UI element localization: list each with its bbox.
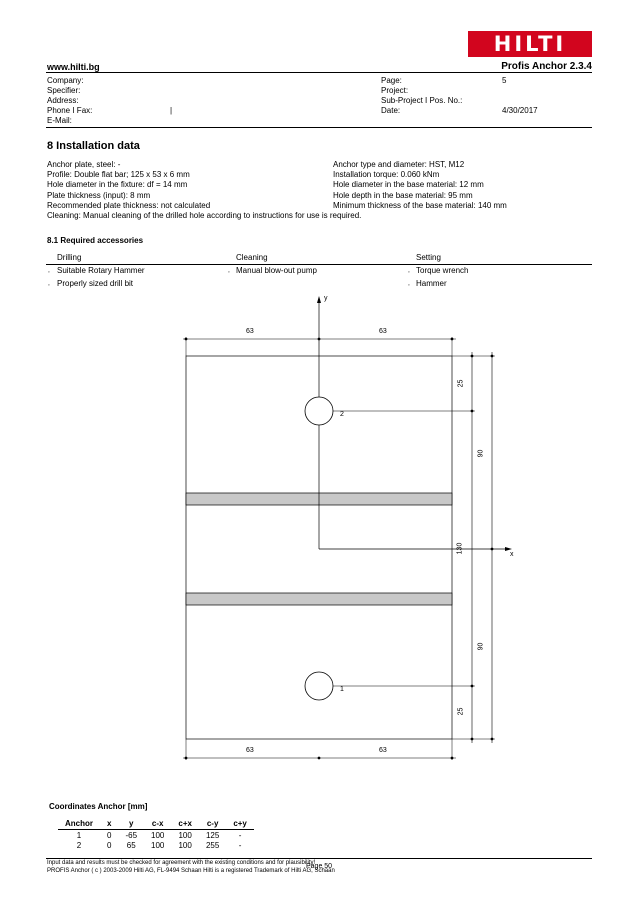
date-value: 4/30/2017 <box>502 106 538 115</box>
install-right-4: Hole depth in the base material: 95 mm <box>333 191 473 200</box>
bullet-icon: ¸ <box>408 267 410 273</box>
header-cleaning: Cleaning <box>236 253 268 262</box>
install-right-5: Minimum thickness of the base material: 140 mm <box>333 201 507 210</box>
cell: 2 <box>76 840 82 850</box>
bullet-icon: ¸ <box>48 267 50 273</box>
anchor-2-label: 2 <box>340 411 344 418</box>
y-axis-label: y <box>324 295 328 302</box>
dim-bottom-left: 63 <box>246 747 254 754</box>
cell: 100 <box>151 840 165 850</box>
logo-text: HILTI <box>493 32 567 56</box>
specifier-label: Specifier: <box>47 86 81 95</box>
header-product: Profis Anchor 2.3.4 <box>501 61 592 72</box>
drilling-item-2: Properly sized drill bit <box>57 279 134 288</box>
cell: 100 <box>178 840 192 850</box>
dim-90-top: 90 <box>477 449 485 458</box>
accessories-title: 8.1 Required accessories <box>47 236 144 245</box>
footer-rule <box>46 858 592 859</box>
bullet-icon: ¸ <box>48 280 50 286</box>
cell: 0 <box>107 830 112 840</box>
install-left-3: Hole diameter in the fixture: df = 14 mm <box>47 180 188 189</box>
profile-bar-bottom <box>186 593 452 605</box>
dim-90-bottom: 90 <box>477 642 485 651</box>
table-header-row <box>58 818 254 830</box>
x-axis-label: x <box>510 551 514 558</box>
col-y: y <box>118 818 144 830</box>
setting-item-2: Hammer <box>416 279 447 288</box>
email-label: E-Mail: <box>47 116 72 125</box>
col-c-minus-y: c-y <box>199 818 226 830</box>
install-right-3: Hole diameter in the base material: 12 mm <box>333 180 484 189</box>
anchor-1-label: 1 <box>340 686 344 693</box>
coordinates-table <box>58 818 254 850</box>
install-right-2: Installation torque: 0.060 kNm <box>333 170 440 179</box>
cell: 100 <box>178 830 192 840</box>
col-anchor: Anchor <box>58 818 100 830</box>
cleaning-item-1: Manual blow-out pump <box>236 266 317 275</box>
header-url[interactable]: www.hilti.bg <box>47 62 100 72</box>
cell: 1 <box>76 830 82 840</box>
install-left-5: Recommended plate thickness: not calculated <box>47 201 211 210</box>
cell: 125 <box>205 830 220 840</box>
install-left-6: Cleaning: Manual cleaning of the drilled hole according to instructions for use is required. <box>47 211 362 220</box>
footer-copyright: PROFIS Anchor ( c ) 2003-2009 Hilti AG, FL-9494 Schaan Hilti is a registered Trademark of Hilti AG, Schaan <box>47 868 335 874</box>
install-right-1: Anchor type and diameter: HST, M12 <box>333 160 465 169</box>
bullet-icon: ¸ <box>228 267 230 273</box>
cell: -65 <box>125 830 138 840</box>
project-label: Project: <box>381 86 409 95</box>
y-axis-arrow <box>317 296 321 303</box>
page-value: 5 <box>502 76 507 85</box>
col-c-minus-x: c-x <box>144 818 171 830</box>
cell: - <box>238 840 242 850</box>
header-drilling: Drilling <box>57 253 82 262</box>
install-left-2: Profile: Double flat bar; 125 x 53 x 6 mm <box>47 170 190 179</box>
anchor-1-hole <box>305 672 333 700</box>
col-c-plus-x: c+x <box>171 818 199 830</box>
install-left-4: Plate thickness (input): 8 mm <box>47 191 151 200</box>
company-label: Company: <box>47 76 84 85</box>
col-c-plus-y: c+y <box>226 818 254 830</box>
footer-disclaimer: Input data and results must be checked for agreement with the existing conditions and for plausibility! <box>47 860 316 866</box>
section-title: 8 Installation data <box>47 140 140 152</box>
phone-separator: | <box>170 106 173 115</box>
drilling-item-1: Suitable Rotary Hammer <box>57 266 145 275</box>
table-row <box>58 840 254 850</box>
address-label: Address: <box>47 96 79 105</box>
setting-item-1: Torque wrench <box>416 266 469 275</box>
subproject-label: Sub-Project I Pos. No.: <box>381 96 463 105</box>
date-label: Date: <box>381 106 401 115</box>
anchor-2-hole <box>305 397 333 425</box>
coordinates-title: Coordinates Anchor [mm] <box>49 802 148 811</box>
page-overlay: Page 50 <box>306 863 333 870</box>
phone-label: Phone I Fax: <box>47 106 93 115</box>
dim-25-top: 25 <box>457 379 465 388</box>
cell: 0 <box>107 840 112 850</box>
cell: 100 <box>151 830 165 840</box>
cell: - <box>238 830 242 840</box>
cell: 65 <box>126 840 136 850</box>
cell: 255 <box>205 840 220 850</box>
bullet-icon: ¸ <box>408 280 410 286</box>
install-left-1: Anchor plate, steel: - <box>47 160 121 169</box>
page-label: Page: <box>381 76 402 85</box>
dim-top-left: 63 <box>246 328 254 335</box>
dim-130: 130 <box>456 542 464 555</box>
dim-top-right: 63 <box>379 328 387 335</box>
dim-bottom-right: 63 <box>379 747 387 754</box>
col-x: x <box>100 818 118 830</box>
dim-25-bottom: 25 <box>457 707 465 716</box>
table-row <box>58 830 254 841</box>
header-setting: Setting <box>416 253 441 262</box>
